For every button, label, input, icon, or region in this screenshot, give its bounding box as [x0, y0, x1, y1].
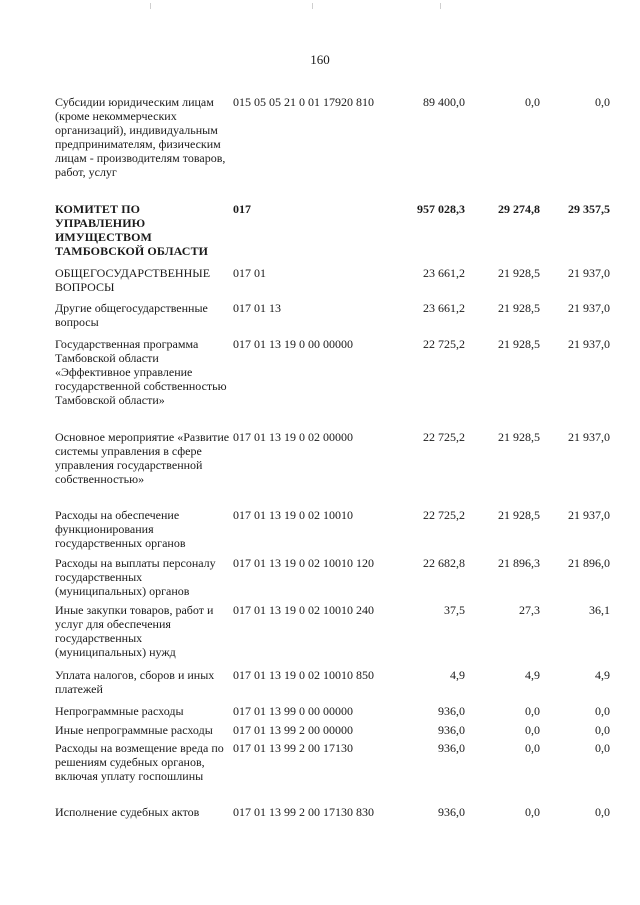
row-code: 017 01 13 19 0 02 10010 850: [233, 668, 374, 682]
row-value-2: 21 896,3: [498, 556, 540, 570]
scan-mark: [312, 3, 313, 9]
row-value-3: 0,0: [595, 95, 610, 109]
row-name: Субсидии юридическим лицам (кроме некоммерческих организаций), индивидуальным предпринимателям, физическим лицам - производителям товаров, работ, услуг: [55, 95, 226, 179]
row-value-1: 22 725,2: [423, 430, 465, 444]
row-value-3: 21 937,0: [568, 266, 610, 280]
row-value-3: 0,0: [595, 704, 610, 718]
row-value-1: 23 661,2: [423, 266, 465, 280]
row-code: 017 01 13 99 2 00 17130: [233, 741, 353, 755]
row-value-3: 21 937,0: [568, 301, 610, 315]
row-code: 017 01 13 99 2 00 17130 830: [233, 805, 374, 819]
row-value-1: 936,0: [438, 723, 465, 737]
row-code: 017 01 13 19 0 02 10010 120: [233, 556, 374, 570]
page-number: 160: [310, 52, 330, 67]
row-value-3: 0,0: [595, 805, 610, 819]
row-name: ОБЩЕГОСУДАРСТВЕННЫЕ ВОПРОСЫ: [55, 266, 211, 294]
row-value-1: 957 028,3: [417, 202, 465, 216]
row-value-3: 21 937,0: [568, 430, 610, 444]
row-value-3: 0,0: [595, 723, 610, 737]
scan-mark: [150, 3, 151, 9]
row-value-3: 0,0: [595, 741, 610, 755]
row-value-2: 0,0: [525, 704, 540, 718]
row-value-1: 4,9: [450, 668, 465, 682]
row-code: 017 01 13 19 0 02 10010 240: [233, 603, 374, 617]
row-value-2: 0,0: [525, 723, 540, 737]
row-name: Исполнение судебных актов: [55, 805, 200, 819]
row-value-1: 89 400,0: [423, 95, 465, 109]
row-name: Расходы на выплаты персоналу государственных (муниципальных) органов: [55, 556, 216, 598]
row-value-2: 27,3: [519, 603, 540, 617]
row-value-2: 21 928,5: [498, 337, 540, 351]
row-code: 015 05 05 21 0 01 17920 810: [233, 95, 374, 109]
row-name: Другие общегосударственные вопросы: [55, 301, 208, 329]
row-value-2: 0,0: [525, 741, 540, 755]
row-code: 017 01: [233, 266, 266, 280]
row-code: 017: [233, 202, 251, 216]
row-name: Иные закупки товаров, работ и услуг для обеспечения государственных (муниципальных) нужд: [55, 603, 214, 659]
row-value-1: 936,0: [438, 704, 465, 718]
row-value-2: 21 928,5: [498, 508, 540, 522]
row-code: 017 01 13 99 0 00 00000: [233, 704, 353, 718]
row-name: Расходы на возмещение вреда по решениям судебных органов, включая уплату госпошлины: [55, 741, 224, 783]
row-name: Основное мероприятие «Развитие системы управления в сфере управления государственной собственностью»: [55, 430, 230, 486]
row-name: Уплата налогов, сборов и иных платежей: [55, 668, 215, 696]
row-value-1: 23 661,2: [423, 301, 465, 315]
row-value-2: 0,0: [525, 95, 540, 109]
row-code: 017 01 13 19 0 02 10010: [233, 508, 353, 522]
row-value-3: 21 937,0: [568, 508, 610, 522]
row-name: Государственная программа Тамбовской области «Эффективное управление государственной собственностью Тамбовской области»: [55, 337, 227, 407]
row-name: Иные непрограммные расходы: [55, 723, 213, 737]
row-value-2: 21 928,5: [498, 266, 540, 280]
row-name: Расходы на обеспечение функционирования государственных органов: [55, 508, 186, 550]
row-code: 017 01 13 19 0 02 00000: [233, 430, 353, 444]
row-value-3: 29 357,5: [568, 202, 610, 216]
row-value-2: 0,0: [525, 805, 540, 819]
row-value-1: 37,5: [444, 603, 465, 617]
row-value-1: 936,0: [438, 805, 465, 819]
row-value-1: 22 682,8: [423, 556, 465, 570]
row-value-1: 936,0: [438, 741, 465, 755]
row-value-2: 29 274,8: [498, 202, 540, 216]
row-name: КОМИТЕТ ПО УПРАВЛЕНИЮ ИМУЩЕСТВОМ ТАМБОВСКОЙ ОБЛАСТИ: [55, 202, 209, 258]
row-value-2: 21 928,5: [498, 301, 540, 315]
row-code: 017 01 13: [233, 301, 281, 315]
row-value-1: 22 725,2: [423, 337, 465, 351]
scan-mark: [440, 3, 441, 9]
row-value-3: 4,9: [595, 668, 610, 682]
row-value-3: 36,1: [589, 603, 610, 617]
row-value-2: 21 928,5: [498, 430, 540, 444]
row-code: 017 01 13 99 2 00 00000: [233, 723, 353, 737]
row-value-2: 4,9: [525, 668, 540, 682]
row-value-1: 22 725,2: [423, 508, 465, 522]
row-code: 017 01 13 19 0 00 00000: [233, 337, 353, 351]
row-value-3: 21 937,0: [568, 337, 610, 351]
row-name: Непрограммные расходы: [55, 704, 184, 718]
row-value-3: 21 896,0: [568, 556, 610, 570]
